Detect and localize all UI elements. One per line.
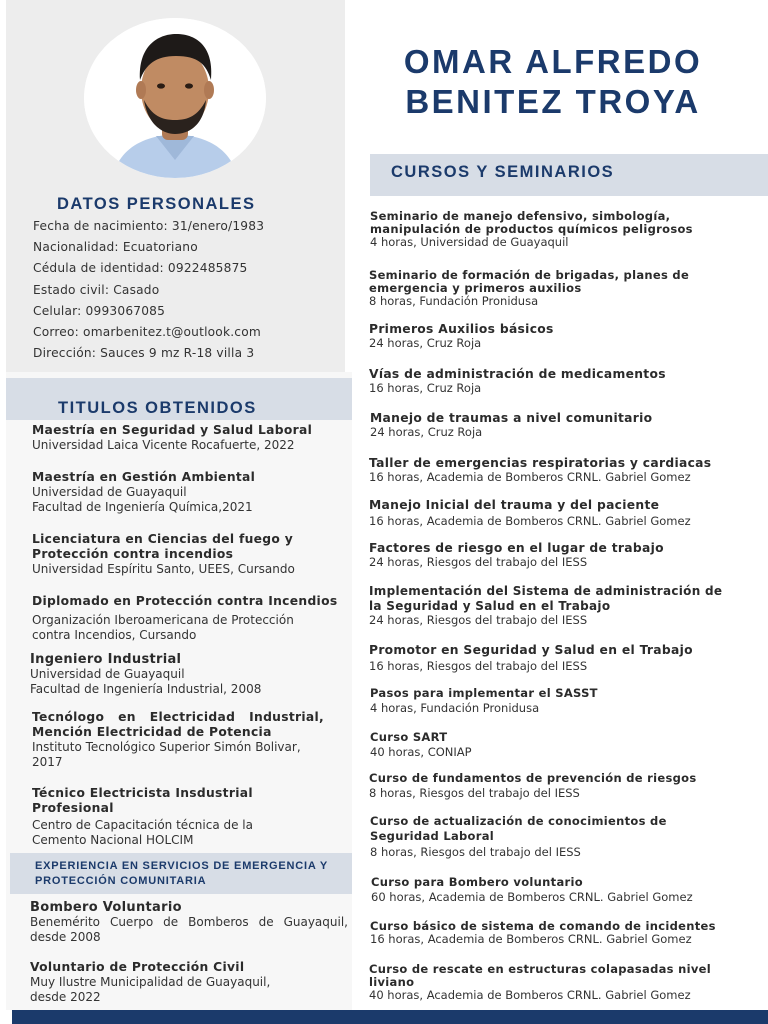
course-title: Curso básico de sistema de comando de incidentes [370,919,716,933]
course-detail: 16 horas, Riesgos del trabajo del IESS [369,659,588,673]
course-detail: 16 horas, Cruz Roja [369,381,482,395]
course-title: Seguridad Laboral [370,829,495,843]
title-item-name: Maestría en Seguridad y Salud Laboral [32,423,313,437]
course-detail: 16 horas, Academia de Bomberos CRNL. Gabriel Gomez [369,470,691,484]
course-title: Taller de emergencias respiratorias y cardiacas [369,456,712,470]
course-item [369,367,761,395]
personal-birthdate: Fecha de nacimiento: 31/enero/1983 [33,219,265,233]
course-title: Curso de fundamentos de prevención de riesgos [369,771,697,785]
title-item-line: Facultad de Ingeniería Industrial, 2008 [30,682,262,696]
course-title: Seminario de formación de brigadas, planes de [369,268,690,282]
course-item [371,876,763,904]
experience-item-title: Bombero Voluntario [30,900,182,915]
title-item-name: Técnico Electricista Insdustrial [32,786,253,800]
title-item-line: 2017 [32,755,63,769]
candidate-name-line: OMAR ALFREDO [403,43,703,80]
experience-heading [35,859,328,889]
course-title: Seminario de manejo defensivo, simbología, [370,209,671,223]
experience-item-line: desde 2022 [30,990,101,1004]
titles-heading: TITULOS OBTENIDOS [58,399,257,417]
experience-heading-line: PROTECCIÓN COMUNITARIA [35,875,207,887]
course-title: Curso para Bombero voluntario [371,875,583,889]
course-detail: 16 horas, Academia de Bomberos CRNL. Gabriel Gomez [369,514,691,528]
title-item-line: Facultad de Ingeniería Química,2021 [32,500,253,514]
course-title: Factores de riesgo en el lugar de trabajo [369,541,664,555]
course-title: Implementación del Sistema de administración de [369,584,723,598]
title-item [30,652,348,697]
course-item [369,541,761,569]
course-item [370,411,762,439]
course-detail: 24 horas, Riesgos del trabajo del IESS [369,613,588,627]
course-detail: 8 horas, Fundación Pronidusa [369,294,539,308]
course-detail: 8 horas, Riesgos del trabajo del IESS [369,786,580,800]
title-item [32,470,350,515]
title-item-line: Instituto Tecnológico Superior Simón Bolivar, [32,740,301,754]
course-detail: 60 horas, Academia de Bomberos CRNL. Gabriel Gomez [371,890,693,904]
course-title: la Seguridad y Salud en el Trabajo [369,599,611,613]
course-detail: 24 horas, Cruz Roja [369,336,482,350]
course-detail: 4 horas, Universidad de Guayaquil [370,235,569,249]
course-title: Manejo de traumas a nivel comunitario [370,411,653,425]
personal-data-heading: DATOS PERSONALES [57,195,256,213]
personal-phone: Celular: 0993067085 [33,304,166,318]
experience-item-line: Muy Ilustre Municipalidad de Guayaquil, [30,975,271,989]
experience-item-line: desde 2008 [30,930,101,944]
person-portrait-icon [84,18,266,178]
course-detail: 24 horas, Cruz Roja [370,425,483,439]
title-item-name: Licenciatura en Ciencias del fuego y [32,532,294,546]
course-title: Curso de rescate en estructuras colapasadas nivel [369,962,711,976]
profile-photo [84,18,266,178]
course-item [369,456,765,484]
personal-email: Correo: omarbenitez.t@outlook.com [33,325,261,339]
course-title: Curso de actualización de conocimientos de [370,814,667,828]
course-detail: 4 horas, Fundación Pronidusa [370,701,540,715]
candidate-name [368,42,738,122]
title-item-name: Profesional [32,801,114,815]
experience-heading-line: EXPERIENCIA EN SERVICIOS DE EMERGENCIA Y [35,860,329,872]
course-title: Pasos para implementar el SASST [370,686,598,700]
course-item [370,687,762,715]
title-item-line: contra Incendios, Cursando [32,628,197,642]
personal-nationality: Nacionalidad: Ecuatoriano [33,240,198,254]
title-item-line: Universidad de Guayaquil [30,667,185,681]
title-item [32,594,350,643]
course-item [369,584,761,627]
title-item-name: Tecnólogo en Electricidad Industrial, [32,710,324,724]
course-title: Primeros Auxilios básicos [369,322,554,336]
title-item-line: Cemento Nacional HOLCIM [32,833,194,847]
title-item [32,710,324,770]
title-item-name: Maestría en Gestión Ambiental [32,470,256,484]
course-item [369,269,761,308]
title-item-name: Protección contra incendios [32,547,234,561]
title-item-line: Centro de Capacitación técnica de la [32,818,253,832]
course-item [370,920,762,946]
course-item [369,963,761,1002]
candidate-name-line: BENITEZ TROYA [405,83,701,120]
title-item [32,786,350,848]
title-item-name: Diplomado en Protección contra Incendios [32,594,338,608]
course-title: Promotor en Seguridad y Salud en el Trabajo [369,643,693,657]
experience-item [30,960,348,1005]
title-item-line: Universidad de Guayaquil [32,485,187,499]
title-item [32,532,350,577]
experience-item-line: Benemérito Cuerpo de Bomberos de Guayaquil, [30,915,348,929]
course-title: Curso SART [370,730,448,744]
title-item-name: Mención Electricidad de Potencia [32,725,272,739]
course-item [369,322,761,350]
course-item [369,643,761,673]
title-item-line: Universidad Espíritu Santo, UEES, Cursando [32,562,295,576]
course-detail: 40 horas, Academia de Bomberos CRNL. Gabriel Gomez [369,988,691,1002]
course-item [369,772,761,800]
course-title: liviano [369,975,415,989]
course-item [370,210,762,249]
course-detail: 8 horas, Riesgos del trabajo del IESS [370,845,581,859]
title-item-name: Ingeniero Industrial [30,652,182,667]
experience-item-title: Voluntario de Protección Civil [30,960,245,974]
footer-bar [0,1010,768,1024]
personal-address: Dirección: Sauces 9 mz R-18 villa 3 [33,346,255,360]
course-item [369,498,761,528]
course-detail: 24 horas, Riesgos del trabajo del IESS [369,555,588,569]
personal-id: Cédula de identidad: 0922485875 [33,261,248,275]
footer-bar-gap [0,1010,12,1024]
course-title: Vías de administración de medicamentos [369,367,666,381]
course-title: Manejo Inicial del trauma y del paciente [369,498,660,512]
title-item [32,423,350,453]
course-detail: 40 horas, CONIAP [370,745,472,759]
title-item-line: Organización Iberoamericana de Protección [32,613,294,627]
experience-item [30,900,348,945]
title-item-line: Universidad Laica Vicente Rocafuerte, 2022 [32,438,295,452]
course-detail: 16 horas, Academia de Bomberos CRNL. Gabriel Gomez [370,932,692,946]
course-title: emergencia y primeros auxilios [369,281,582,295]
course-title: manipulación de productos químicos peligrosos [370,222,693,236]
personal-civil-status: Estado civil: Casado [33,283,160,297]
courses-heading: CURSOS Y SEMINARIOS [391,163,615,181]
course-item [370,814,762,859]
course-item [370,731,762,759]
